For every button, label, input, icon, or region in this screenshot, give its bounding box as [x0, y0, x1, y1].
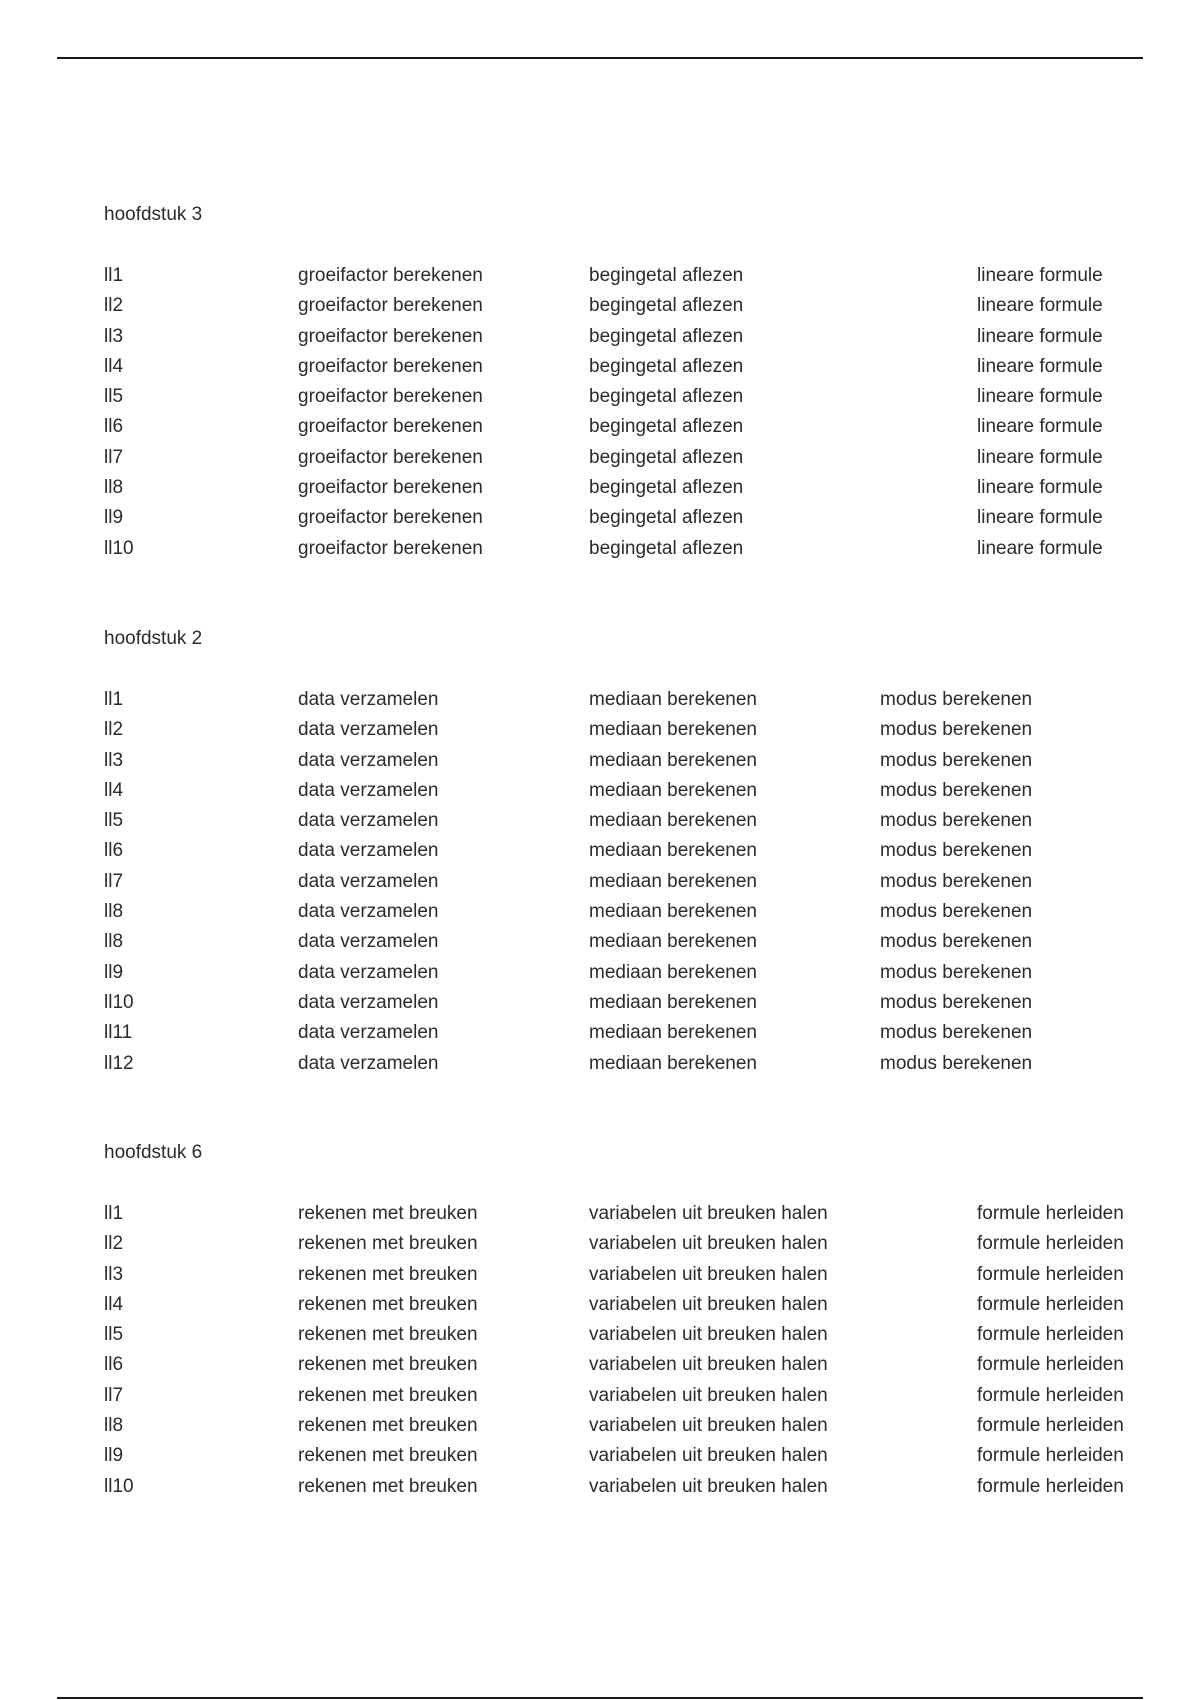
row-label: ll5 [104, 1324, 124, 1346]
cell-topic-3: lineare formule [977, 295, 1103, 317]
cell-topic-3: formule herleiden [977, 1384, 1124, 1406]
row-label: ll8 [104, 477, 124, 499]
row-label: ll5 [104, 386, 124, 408]
cell-topic-2: variabelen uit breuken halen [589, 1233, 828, 1255]
row-label: ll10 [104, 1475, 134, 1497]
cell-topic-1: rekenen met breuken [298, 1293, 478, 1315]
cell-topic-1: rekenen met breuken [298, 1324, 478, 1346]
cell-topic-3: formule herleiden [977, 1475, 1124, 1497]
table-row [104, 780, 1074, 810]
cell-topic-1: rekenen met breuken [298, 1445, 478, 1467]
table-row [104, 1203, 1124, 1233]
cell-topic-1: rekenen met breuken [298, 1233, 478, 1255]
cell-topic-3: modus berekenen [880, 749, 1033, 771]
table-row [104, 386, 1103, 416]
table-row [104, 1415, 1124, 1445]
row-label: ll9 [104, 961, 124, 983]
row-label: ll1 [104, 689, 124, 710]
table-row [104, 507, 1103, 537]
cell-topic-1: data verzamelen [298, 779, 439, 801]
section-hoofdstuk-3 [104, 204, 1103, 568]
table-row [104, 992, 1074, 1022]
cell-topic-3: lineare formule [977, 386, 1103, 408]
row-label: ll3 [104, 1263, 124, 1285]
row-label: ll6 [104, 840, 124, 862]
row-label: ll10 [104, 537, 134, 559]
cell-topic-1: groeifactor berekenen [298, 265, 483, 286]
cell-topic-1: groeifactor berekenen [298, 295, 483, 317]
row-label: ll2 [104, 295, 124, 317]
row-label: ll4 [104, 355, 124, 377]
cell-topic-2: mediaan berekenen [589, 961, 757, 983]
section-title: hoofdstuk 2 [104, 628, 203, 649]
row-label: ll2 [104, 1233, 124, 1255]
table-row [104, 719, 1074, 749]
row-label: ll1 [104, 265, 124, 286]
cell-topic-2: variabelen uit breuken halen [589, 1384, 828, 1406]
cell-topic-1: rekenen met breuken [298, 1203, 478, 1224]
cell-topic-2: begingetal aflezen [589, 325, 744, 347]
table-row [104, 1293, 1124, 1324]
table-row [104, 1053, 1074, 1083]
cell-topic-2: mediaan berekenen [589, 810, 757, 832]
row-label: ll3 [104, 749, 124, 771]
table-row [104, 1475, 1124, 1506]
cell-topic-1: groeifactor berekenen [298, 477, 483, 499]
cell-topic-2: mediaan berekenen [589, 931, 757, 953]
cell-topic-3: modus berekenen [880, 991, 1033, 1013]
table-row [104, 295, 1103, 325]
table-row [104, 962, 1074, 992]
section-title: hoofdstuk 6 [104, 1142, 203, 1163]
cell-topic-1: groeifactor berekenen [298, 416, 483, 438]
cell-topic-3: lineare formule [977, 477, 1103, 499]
cell-topic-3: modus berekenen [880, 779, 1033, 801]
cell-topic-1: data verzamelen [298, 810, 439, 832]
cell-topic-1: data verzamelen [298, 749, 439, 771]
cell-topic-3: lineare formule [977, 446, 1103, 468]
cell-topic-3: lineare formule [977, 265, 1103, 286]
cell-topic-1: groeifactor berekenen [298, 446, 483, 468]
cell-topic-1: rekenen met breuken [298, 1263, 478, 1285]
table-row [104, 1022, 1074, 1052]
cell-topic-1: data verzamelen [298, 1022, 439, 1044]
cell-topic-1: data verzamelen [298, 991, 439, 1013]
table-row [104, 1324, 1124, 1354]
section-rows [104, 689, 1074, 1083]
table-row [104, 750, 1074, 780]
cell-topic-2: begingetal aflezen [589, 477, 744, 499]
table-row [104, 1354, 1124, 1384]
row-label: ll7 [104, 1384, 124, 1406]
row-label: ll7 [104, 870, 124, 892]
row-label: ll7 [104, 446, 124, 468]
row-label: ll8 [104, 1415, 124, 1437]
row-label: ll9 [104, 1445, 124, 1467]
cell-topic-2: variabelen uit breuken halen [589, 1354, 828, 1376]
cell-topic-1: data verzamelen [298, 931, 439, 953]
cell-topic-2: begingetal aflezen [589, 416, 744, 438]
cell-topic-2: mediaan berekenen [589, 870, 757, 892]
cell-topic-3: lineare formule [977, 507, 1103, 529]
cell-topic-2: begingetal aflezen [589, 355, 744, 377]
table-row [104, 416, 1103, 446]
cell-topic-2: variabelen uit breuken halen [589, 1415, 828, 1437]
section-rows [104, 1203, 1124, 1506]
cell-topic-3: modus berekenen [880, 810, 1033, 832]
cell-topic-1: groeifactor berekenen [298, 386, 483, 408]
row-label: ll8 [104, 901, 124, 923]
table-row [104, 1445, 1124, 1475]
row-label: ll9 [104, 507, 124, 529]
cell-topic-2: mediaan berekenen [589, 689, 757, 710]
cell-topic-2: variabelen uit breuken halen [589, 1445, 828, 1467]
cell-topic-3: modus berekenen [880, 719, 1033, 741]
cell-topic-2: mediaan berekenen [589, 749, 757, 771]
table-row [104, 1263, 1124, 1294]
cell-topic-3: modus berekenen [880, 689, 1033, 710]
cell-topic-3: formule herleiden [977, 1354, 1124, 1376]
cell-topic-2: mediaan berekenen [589, 840, 757, 862]
row-label: ll11 [104, 1022, 133, 1044]
table-row [104, 477, 1103, 507]
cell-topic-1: groeifactor berekenen [298, 355, 483, 377]
table-row [104, 446, 1103, 477]
cell-topic-3: modus berekenen [880, 961, 1033, 983]
cell-topic-2: mediaan berekenen [589, 719, 757, 741]
cell-topic-2: begingetal aflezen [589, 265, 744, 286]
table-row [104, 871, 1074, 901]
cell-topic-3: formule herleiden [977, 1233, 1124, 1255]
cell-topic-1: data verzamelen [298, 1052, 439, 1074]
cell-topic-2: variabelen uit breuken halen [589, 1293, 828, 1315]
table-row [104, 931, 1074, 961]
cell-topic-3: formule herleiden [977, 1263, 1124, 1285]
cell-topic-2: begingetal aflezen [589, 537, 744, 559]
row-label: ll5 [104, 810, 124, 832]
table-row [104, 355, 1103, 386]
section-rows [104, 265, 1103, 568]
row-label: ll2 [104, 719, 124, 741]
row-label: ll8 [104, 931, 124, 953]
header-rule [57, 57, 1143, 59]
cell-topic-3: formule herleiden [977, 1445, 1124, 1467]
cell-topic-1: data verzamelen [298, 840, 439, 862]
cell-topic-3: lineare formule [977, 325, 1103, 347]
cell-topic-1: groeifactor berekenen [298, 507, 483, 529]
cell-topic-2: begingetal aflezen [589, 507, 744, 529]
table-row [104, 689, 1074, 719]
row-label: ll3 [104, 325, 124, 347]
cell-topic-2: mediaan berekenen [589, 1022, 757, 1044]
cell-topic-3: modus berekenen [880, 901, 1033, 923]
cell-topic-1: rekenen met breuken [298, 1415, 478, 1437]
row-label: ll1 [104, 1203, 124, 1224]
section-hoofdstuk-6 [104, 1142, 1124, 1506]
table-row [104, 1384, 1124, 1415]
cell-topic-2: begingetal aflezen [589, 446, 744, 468]
cell-topic-3: formule herleiden [977, 1203, 1124, 1224]
cell-topic-2: mediaan berekenen [589, 1052, 757, 1074]
cell-topic-2: variabelen uit breuken halen [589, 1203, 828, 1224]
row-label: ll6 [104, 416, 124, 438]
table-row [104, 1233, 1124, 1263]
cell-topic-2: variabelen uit breuken halen [589, 1263, 828, 1285]
cell-topic-1: rekenen met breuken [298, 1354, 478, 1376]
row-label: ll10 [104, 991, 134, 1013]
footer-rule [57, 1697, 1143, 1699]
table-row [104, 325, 1103, 356]
cell-topic-3: formule herleiden [977, 1324, 1124, 1346]
cell-topic-2: mediaan berekenen [589, 901, 757, 923]
table-row [104, 810, 1074, 840]
cell-topic-2: mediaan berekenen [589, 779, 757, 801]
cell-topic-3: modus berekenen [880, 870, 1033, 892]
cell-topic-3: modus berekenen [880, 1052, 1033, 1074]
row-label: ll12 [104, 1052, 134, 1074]
cell-topic-3: formule herleiden [977, 1293, 1124, 1315]
section-hoofdstuk-2 [104, 628, 1074, 1083]
cell-topic-1: groeifactor berekenen [298, 537, 483, 559]
row-label: ll4 [104, 779, 124, 801]
cell-topic-1: data verzamelen [298, 870, 439, 892]
cell-topic-3: lineare formule [977, 416, 1103, 438]
cell-topic-2: begingetal aflezen [589, 295, 744, 317]
cell-topic-3: modus berekenen [880, 1022, 1033, 1044]
table-row [104, 901, 1074, 931]
row-label: ll4 [104, 1293, 124, 1315]
cell-topic-3: modus berekenen [880, 840, 1033, 862]
cell-topic-1: data verzamelen [298, 961, 439, 983]
cell-topic-3: modus berekenen [880, 931, 1033, 953]
table-row [104, 840, 1074, 870]
cell-topic-2: mediaan berekenen [589, 991, 757, 1013]
cell-topic-3: lineare formule [977, 537, 1103, 559]
cell-topic-3: lineare formule [977, 355, 1103, 377]
cell-topic-2: variabelen uit breuken halen [589, 1324, 828, 1346]
cell-topic-1: rekenen met breuken [298, 1384, 478, 1406]
cell-topic-1: data verzamelen [298, 901, 439, 923]
cell-topic-2: begingetal aflezen [589, 386, 744, 408]
cell-topic-2: variabelen uit breuken halen [589, 1475, 828, 1497]
section-title: hoofdstuk 3 [104, 204, 203, 225]
cell-topic-3: formule herleiden [977, 1415, 1124, 1437]
row-label: ll6 [104, 1354, 124, 1376]
table-row [104, 537, 1103, 568]
cell-topic-1: data verzamelen [298, 689, 439, 710]
cell-topic-1: rekenen met breuken [298, 1475, 478, 1497]
cell-topic-1: data verzamelen [298, 719, 439, 741]
table-row [104, 265, 1103, 295]
cell-topic-1: groeifactor berekenen [298, 325, 483, 347]
